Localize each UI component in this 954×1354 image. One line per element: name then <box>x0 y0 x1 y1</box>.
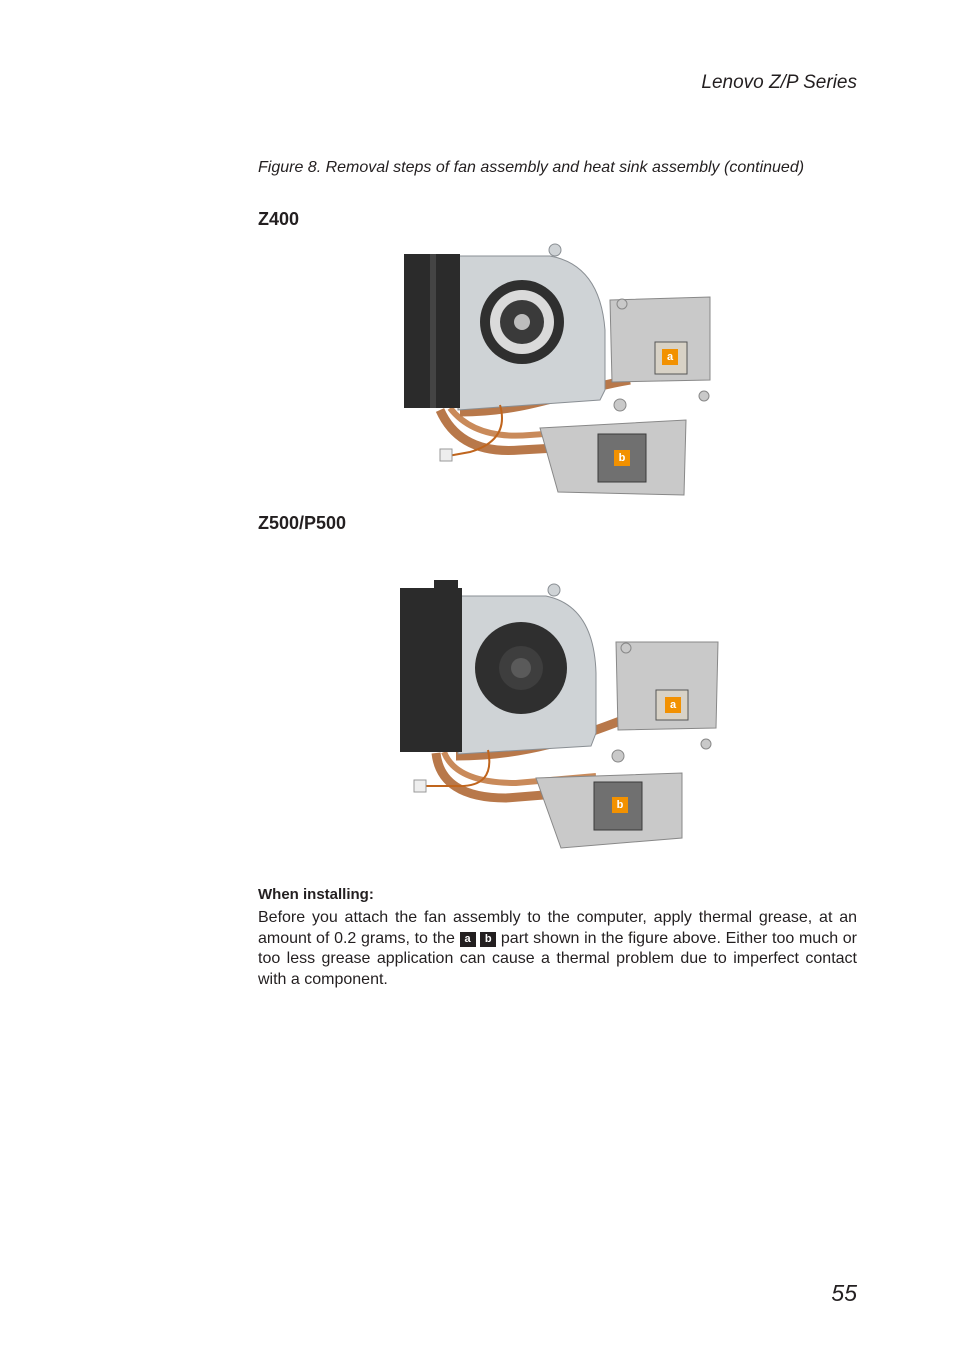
inline-badge-b: b <box>480 932 496 947</box>
document-header-title: Lenovo Z/P Series <box>701 72 857 93</box>
z500-p500-assembly-drawing <box>396 578 720 852</box>
z500-p500-fan-heatsink-illustration <box>396 578 720 852</box>
z500-label-b: b <box>612 797 628 813</box>
z500-label-a: a <box>665 697 681 713</box>
inline-badge-a: a <box>460 932 476 947</box>
z400-label-b: b <box>614 450 630 466</box>
model-heading-z400: Z400 <box>258 209 300 229</box>
page-number: 55 <box>831 1280 857 1306</box>
install-heading: When installing: <box>258 886 374 903</box>
z400-fan-heatsink-illustration <box>400 240 720 502</box>
z400-assembly-drawing <box>400 240 720 502</box>
z400-label-a: a <box>662 349 678 365</box>
install-instructions <box>258 908 857 990</box>
install-text-before: Before you attach the fan assembly to the computer, apply thermal grease, at an amount of 0.2 grams, to the <box>258 909 857 947</box>
model-heading-z500-p500: Z500/P500 <box>258 513 347 533</box>
figure-caption: Figure 8. Removal steps of fan assembly and heat sink assembly (continued) <box>258 159 805 176</box>
install-text-after: part shown in the figure above. Either too much or too less grease application can cause a thermal problem due to imperfect contact with a component. <box>258 929 857 988</box>
